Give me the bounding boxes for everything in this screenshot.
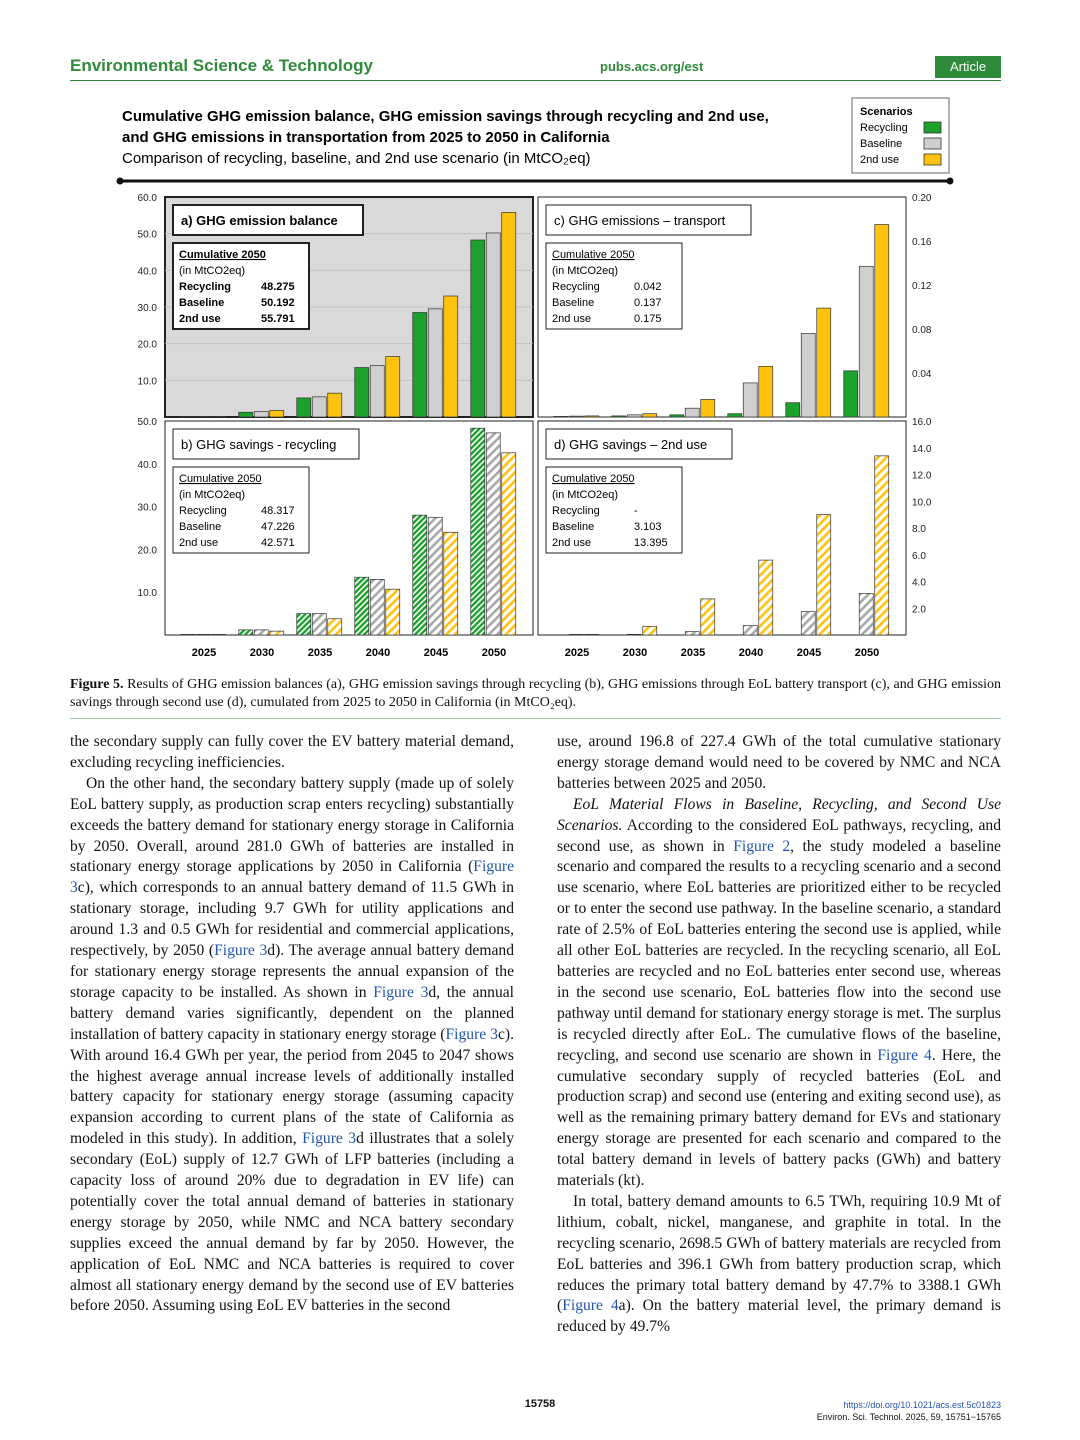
y-tick-label: 40.0 [137,459,157,471]
legend [852,98,949,173]
bar-baseline-2025 [569,416,583,417]
figure-title-line1: Cumulative GHG emission balance, GHG emission savings through recycling and 2nd use, [122,108,769,125]
summary-unit: (in MtCO2eq) [179,265,246,277]
paragraph-text: c), which corresponds to an annual battery demand of 11.5 GWh in stationary storage, including 9.7 GWh for utility applications and around 1.3 and 0.5 GWh for residential and commercial applications, respectively, by 2050 ( [70,879,514,960]
y-tick-label: 50.0 [137,417,157,428]
bar-baseline-2045 [428,517,442,635]
cumulative-summary-box [173,467,309,553]
paragraph-text: . Here, the cumulative secondary supply of recycled batteries (EoL and production scrap) and second use (entering and exiting second use), as well as the remaining primary battery demand for EVs and stationary energy storage are presented for each scenario and compared to the total battery demand in levels of battery packs (GWh) and battery materials (kt). [557,1046,1001,1190]
bar-baseline-2045 [801,612,815,635]
bar-baseline-2035 [312,614,326,635]
summary-row-label: 2nd use [552,313,592,325]
paragraph-text: c). With around 16.4 GWh per year, the period from 2045 to 2047 shows the highest average annual increase levels of additionally installed battery capacity for stationary energy storage (assuming capacity expansion according to current plans of the state of California as modeled in this study). In addition, [70,1025,514,1148]
legend-swatch-baseline [924,138,941,149]
bar-recycling-2025 [554,416,568,417]
paragraph-text: d). The average annual battery demand for stationary energy storage represents the annual expansion of the storage capacity to be installed. As shown in [70,942,514,1001]
cumulative-summary-box [173,243,309,329]
bar-second-use-2045 [444,532,458,635]
summary-unit: (in MtCO2eq) [179,489,246,501]
summary-row-value: - [634,505,638,517]
panel-title-text: c) GHG emissions – transport [554,213,726,228]
bar-second-use-2035 [701,599,715,635]
y-tick-label: 0.12 [912,281,932,292]
bar-baseline-2050 [859,266,873,417]
summary-row-label: Baseline [552,521,595,533]
bar-second-use-2050 [502,453,516,635]
figure-link[interactable]: Figure 4 [877,1046,932,1064]
panel-title [546,429,732,459]
panel-title [173,205,363,235]
figure-link[interactable]: Figure 2 [733,837,791,855]
bar-baseline-2040 [743,383,757,417]
paragraph [557,795,1001,1192]
bar-baseline-2030 [254,412,268,418]
y-tick-label: 6.0 [912,550,926,562]
bar-recycling-2050 [471,240,485,417]
panel-title [173,429,359,459]
bar-baseline-2045 [801,333,815,417]
figure-title-line2: and GHG emissions in transportation from 2025 to 2050 in California [122,129,610,146]
summary-row-label: 2nd use [552,537,592,549]
caption-divider [70,718,1001,719]
bar-baseline-2030 [627,415,641,417]
timeline-bar [117,178,954,185]
legend-swatch-second-use [924,154,941,165]
bar-second-use-2045 [817,308,831,417]
paragraph-text: a). On the battery material level, the primary demand is reduced by 49.7% [557,1297,1001,1336]
bar-second-use-2030 [643,414,657,417]
bar-baseline-2040 [370,579,384,635]
panel-title-text: b) GHG savings - recycling [181,437,337,452]
summary-row-value: 13.395 [634,537,668,549]
caption-label: Figure 5. [70,677,124,692]
summary-row-label: Baseline [552,297,595,309]
paragraph-text: On the other hand, the secondary battery supply (made up of solely EoL battery supply, as production scrap enters recycling) substantially exceeds the battery demand for stationary energy storage in California by 2050. Overall, around 281.0 GWh of batteries are installed in stationary energy storage applications by 2050 in California ( [70,774,514,876]
y-tick-label: 30.0 [137,303,157,314]
y-tick-label: 8.0 [912,524,926,535]
bar-second-use-2050 [502,212,516,417]
summary-row-label: Recycling [552,505,600,517]
panel-title-text: d) GHG savings – 2nd use [554,437,708,452]
paragraph-text: In total, battery demand amounts to 6.5 TWh, requiring 10.9 Mt of lithium, cobalt, nickel, manganese, and graphite in total. In the recycling scenario, 2698.5 GWh of battery materials are recycled from EoL batteries and 396.1 GWh from battery production scrap, which reduces the primary total battery demand by 47.7% to 3388.1 GWh ( [557,1192,1001,1315]
bar-baseline-2040 [743,626,757,635]
paragraph-text: d illustrates that a solely secondary (EoL) supply of 12.7 GWh of LFP batteries (including a capacity loss of around 20% due to degradation in EV life) can potentially cover the total annual demand of batteries in stationary energy storage by 2050, while NMC and NCA battery secondary supplies exceed the annual demand by far by 2050. However, the application of EoL NMC and NCA batteries is required to cover almost all stationary energy demand by the second use of EV batteries before 2050. Assuming using EoL EV batteries in the second [70,1130,515,1315]
x-tick-label: 2025 [564,647,590,659]
summary-row-value: 48.317 [261,505,295,517]
bar-baseline-2040 [370,366,384,417]
bar-baseline-2050 [486,233,500,417]
summary-row-label: Recycling [552,281,600,293]
y-tick-label: 12.0 [912,470,932,482]
bar-second-use-2040 [759,366,773,417]
figure-caption [70,676,1001,712]
x-tick-label: 2030 [622,647,648,659]
summary-row-value: 3.103 [634,521,662,533]
bar-second-use-2030 [270,631,284,635]
bar-recycling-2045 [786,403,800,417]
bar-baseline-2025 [196,416,210,417]
summary-heading: Cumulative 2050 [552,473,635,485]
x-tick-label: 2050 [481,647,507,659]
citation: Environ. Sci. Technol. 2025, 59, 15751−15765 [816,1412,1001,1422]
bar-baseline-2050 [486,433,500,635]
figure-link[interactable]: Figure 3 [445,1025,498,1043]
bar-second-use-2035 [701,399,715,417]
bar-baseline-2035 [685,632,699,635]
bar-baseline-2025 [196,634,210,635]
bar-recycling-2045 [413,515,427,635]
x-tick-label: 2040 [738,647,764,659]
panel-c [538,193,932,417]
bar-recycling-2025 [181,416,195,417]
legend-label-recycling: Recycling [860,122,908,134]
panel-title [546,205,751,235]
y-tick-label: 0.04 [912,369,932,380]
summary-row-value: 50.192 [261,297,295,309]
article-type-badge: Article [935,56,1001,78]
bar-baseline-2030 [627,634,641,635]
x-tick-label: 2050 [854,647,880,659]
paragraph-text: , the study modeled a baseline scenario and compared the results to a recycling scenario and a second use scenario, where EoL batteries are prioritized either to be recycled or to enter the second use pathway. In the baseline scenario, a standard rate of 2.5% of EoL batteries entering the second use is applied, while all other EoL batteries are recycled. In the recycling scenario, all EoL batteries are recycled and no EoL batteries enter second use, whereas in the second use scenario, EoL batteries flow into the second use pathway until demand for stationary energy storage is met. The surplus is recycled directly after EoL. The cumulative flows of the baseline, recycling, and second use scenario are shown in [557,837,1001,1064]
bar-recycling-2035 [297,398,311,417]
journal-name[interactable]: Environmental Science & Technology [70,56,373,75]
bar-second-use-2045 [817,515,831,635]
bar-second-use-2025 [585,416,599,417]
bar-second-use-2040 [386,357,400,418]
y-tick-label: 14.0 [912,443,932,455]
y-tick-label: 16.0 [912,417,932,428]
charts-area [138,193,932,659]
bar-recycling-2035 [297,614,311,635]
bar-recycling-2040 [355,368,369,418]
journal-site-link[interactable]: pubs.acs.org/est [600,59,704,74]
panel-title-text: a) GHG emission balance [181,213,338,228]
summary-row-value: 48.275 [261,281,295,293]
cumulative-summary-box [546,243,682,329]
summary-heading: Cumulative 2050 [179,473,262,485]
bar-baseline-2045 [428,309,442,417]
bar-recycling-2025 [181,634,195,635]
panel-d [538,417,932,659]
bar-recycling-2035 [670,415,684,417]
summary-unit: (in MtCO2eq) [552,489,619,501]
paragraph: the secondary supply can fully cover the EV battery material demand, excluding recycling inefficiencies. [70,733,514,771]
bar-second-use-2030 [643,626,657,635]
cumulative-summary-box [546,467,682,553]
panel-b [138,417,533,659]
bar-baseline-2030 [254,630,268,635]
bar-second-use-2030 [270,410,284,417]
x-tick-label: 2035 [680,647,706,659]
bar-baseline-2035 [685,408,699,417]
summary-row-value: 0.042 [634,281,662,293]
summary-row-label: 2nd use [179,537,219,549]
figure-link[interactable]: Figure 4 [562,1297,619,1315]
y-tick-label: 20.0 [137,545,157,557]
bar-second-use-2035 [328,619,342,635]
summary-row-value: 0.137 [634,297,662,309]
x-tick-label: 2045 [423,647,449,659]
summary-heading: Cumulative 2050 [552,249,635,261]
y-tick-label: 2.0 [912,604,926,616]
y-tick-label: 0.20 [912,193,932,204]
bar-second-use-2045 [444,296,458,417]
bar-recycling-2030 [239,630,253,635]
summary-row-value: 0.175 [634,313,662,325]
bar-second-use-2050 [875,456,889,635]
y-tick-label: 0.16 [912,237,932,248]
bar-second-use-2025 [212,416,226,417]
y-tick-label: 20.0 [137,339,157,351]
summary-row-value: 42.571 [261,537,295,549]
y-tick-label: 50.0 [137,229,157,241]
paragraph [70,774,514,1318]
x-tick-label: 2030 [249,647,275,659]
section-heading: EoL Material Flows in Baseline, Recycling, and Second Use Scenarios. [557,795,1001,834]
x-tick-label: 2035 [307,647,333,659]
bar-second-use-2050 [875,225,889,418]
figure-5 [110,95,960,665]
caption-text: Results of GHG emission balances (a), GHG emission savings through recycling (b), GHG emissions through EoL battery transport (c), and GHG emission savings through second use (d), cumulated from 2025 to 2050 in California (in MtCO₂eq). [70,677,1001,710]
doi-link[interactable]: https://doi.org/10.1021/acs.est.5c01823 [843,1400,1001,1410]
legend-swatch-recycling [924,122,941,133]
figure-subtitle: Comparison of recycling, baseline, and 2nd use scenario (in MtCO₂eq) [122,150,591,167]
paragraph: use, around 196.8 of 227.4 GWh of the total cumulative stationary energy storage demand would need to be covered by NMC and NCA batteries between 2025 and 2050. [557,733,1001,792]
summary-row-label: 2nd use [179,313,221,325]
y-tick-label: 4.0 [912,577,926,589]
legend-label-baseline: Baseline [860,138,903,150]
bar-recycling-2050 [471,428,485,635]
y-tick-label: 10.0 [137,376,157,388]
figure-link[interactable]: Figure 3 [302,1130,357,1148]
bar-recycling-2030 [239,412,253,417]
bar-recycling-2040 [728,414,742,417]
paragraph-text: According to the considered EoL pathways, recycling, and second use, as shown in [557,816,1001,855]
body-column-left [70,732,514,1317]
figure-link[interactable]: Figure 3 [214,942,268,960]
summary-row-value: 55.791 [261,313,295,325]
summary-row-label: Recycling [179,505,227,517]
bar-recycling-2045 [413,313,427,418]
bar-recycling-2050 [844,371,858,417]
figure-title [122,108,769,167]
summary-row-value: 47.226 [261,521,295,533]
figure-link[interactable]: Figure 3 [70,858,514,897]
summary-row-label: Baseline [179,521,222,533]
summary-row-label: Baseline [179,297,225,309]
summary-row-label: Recycling [179,281,231,293]
x-tick-label: 2045 [796,647,822,659]
y-tick-label: 10.0 [912,497,932,509]
bar-baseline-2050 [859,593,873,635]
bar-second-use-2025 [585,634,599,635]
bar-second-use-2035 [328,393,342,417]
bar-second-use-2040 [386,589,400,635]
summary-unit: (in MtCO2eq) [552,265,619,277]
page-header [70,56,1001,81]
y-tick-label: 30.0 [137,502,157,514]
x-tick-label: 2040 [365,647,391,659]
y-tick-label: 10.0 [137,588,157,600]
figure-link[interactable]: Figure 3 [373,983,429,1001]
legend-label-second-use: 2nd use [860,154,900,166]
bar-second-use-2040 [759,560,773,635]
body-column-right [557,732,1001,1338]
legend-title: Scenarios [860,106,913,118]
x-tick-label: 2025 [191,647,217,659]
paragraph-text: d, the annual battery demand varies significantly, dependent on the planned installation of battery capacity in stationary energy storage ( [70,983,515,1043]
y-tick-label: 0.08 [912,325,932,336]
y-tick-label: 60.0 [137,193,157,204]
paragraph [557,1192,1001,1338]
bar-recycling-2030 [612,416,626,417]
summary-heading: Cumulative 2050 [179,249,266,261]
panel-a [138,193,533,417]
bar-baseline-2035 [312,397,326,417]
bar-second-use-2025 [212,634,226,635]
page-footer-citation [817,1399,1001,1423]
y-tick-label: 40.0 [137,266,157,278]
bar-recycling-2040 [355,577,369,635]
page-number: 15758 [524,1398,556,1410]
bar-baseline-2025 [569,634,583,635]
